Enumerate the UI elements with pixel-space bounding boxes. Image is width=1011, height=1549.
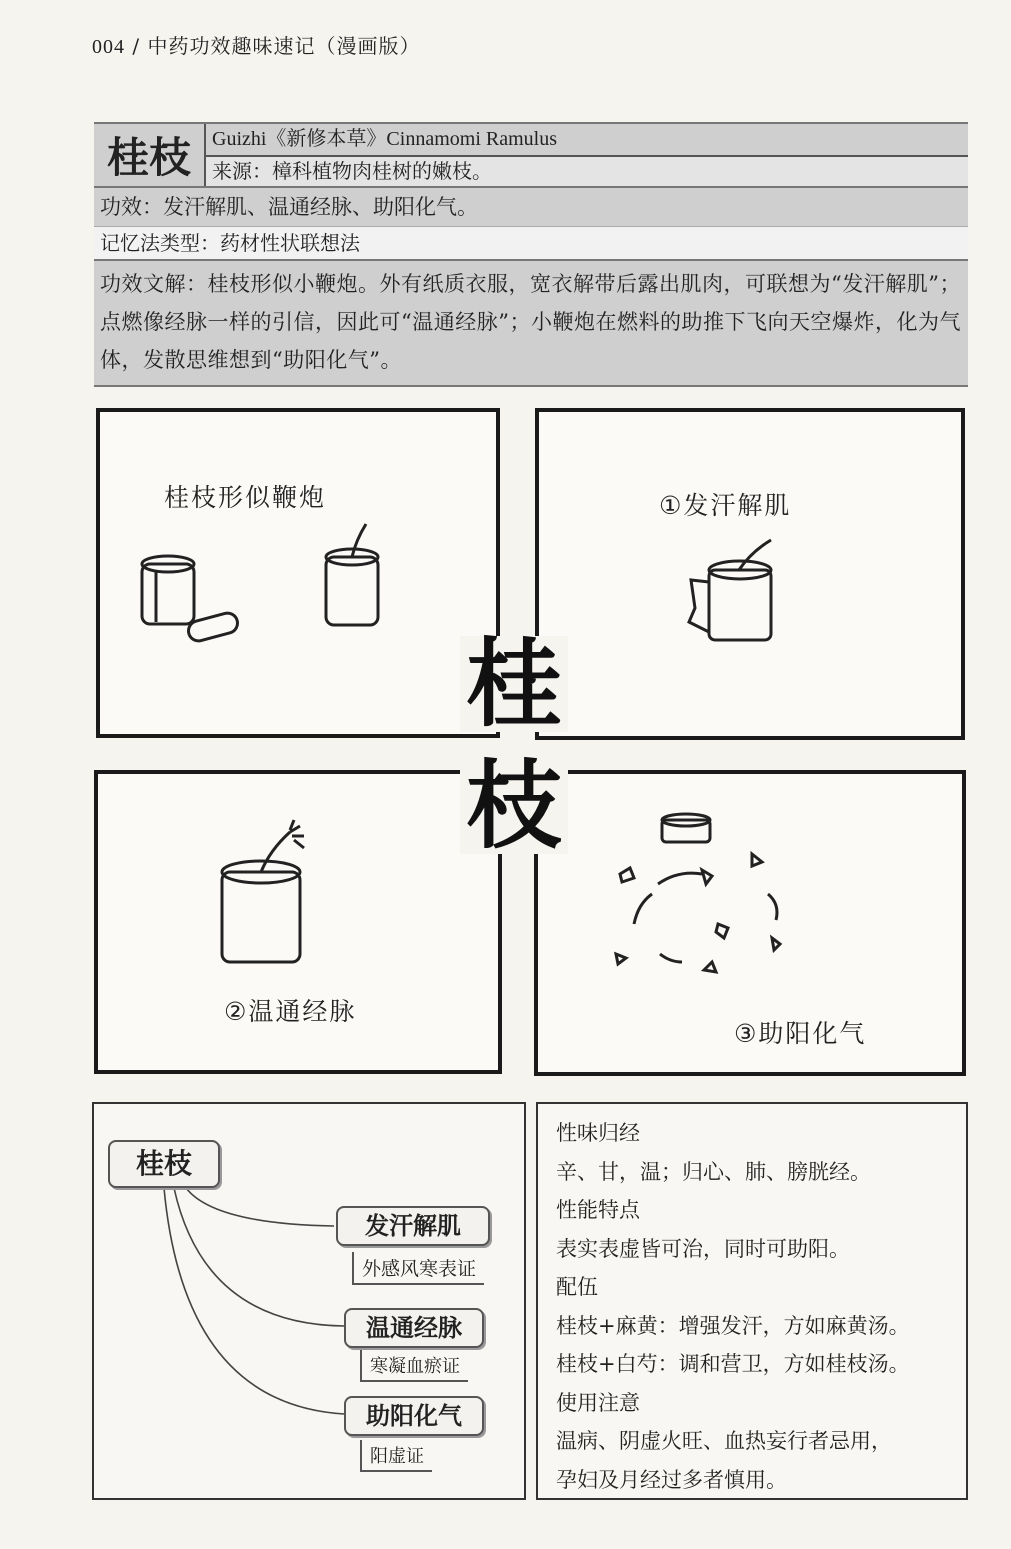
panel-4-caption: ③助阳化气: [734, 1019, 867, 1048]
mind-map-sub-2: 寒凝血瘀证: [360, 1350, 468, 1382]
mind-map-sub-3: 阳虚证: [360, 1440, 432, 1472]
feature-title: 性能特点: [556, 1198, 640, 1222]
nature-title: 性味归经: [556, 1121, 640, 1145]
mind-map-branch-3: 助阳化气: [344, 1396, 484, 1436]
mind-map-branch-2: 温通经脉: [344, 1308, 484, 1348]
comic-panel-2: [535, 408, 965, 740]
lit-fuse-drawing: [98, 774, 506, 1078]
mind-map: [92, 1102, 526, 1500]
comic-panel-1: [96, 408, 500, 738]
mind-map-branch-1: 发汗解肌: [336, 1206, 490, 1246]
effect-explanation: 功效文解：桂枝形似小鞭炮。外有纸质衣服，宽衣解带后露出肌肉，可联想为“发汗解肌”；点燃像经脉一样的引信，因此可“温通经脉”；小鞭炮在燃料的助推下飞向天空爆炸，化为气体，发散思维想到“助阳化气”。: [94, 259, 968, 387]
mind-map-sub-1: 外感风寒表证: [352, 1252, 484, 1285]
combo-1: 桂枝+麻黄：增强发汗，方如麻黄汤。: [556, 1313, 910, 1338]
caution-title: 使用注意: [556, 1390, 640, 1415]
mind-map-root: 桂枝: [108, 1140, 220, 1188]
properties-box: [536, 1102, 968, 1500]
book-title: 中药功效趣味速记（漫画版）: [147, 34, 421, 58]
comic-panel-3: [94, 770, 502, 1074]
page-number: 004: [92, 36, 125, 58]
center-char-gui: 桂: [460, 636, 568, 732]
panel-3-caption: ②温通经脉: [224, 997, 357, 1026]
running-header: [92, 30, 420, 59]
nature-text: 辛、甘，温；归心、肺、膀胱经。: [556, 1159, 871, 1184]
herb-effect: 功效：发汗解肌、温通经脉、助阳化气。: [94, 186, 968, 226]
panel-1-caption: 桂枝形似鞭炮: [164, 483, 327, 512]
explosion-drawing: [538, 774, 970, 1080]
header-separator: /: [132, 34, 141, 58]
memory-type: 记忆法类型：药材性状联想法: [94, 226, 968, 259]
unwrapped-firecracker-drawing: [539, 412, 969, 744]
caution-1: 温病、阴虚火旺、血热妄行者忌用，: [556, 1429, 892, 1453]
herb-meta: [206, 124, 968, 186]
herb-info-table: [94, 122, 968, 387]
herb-name: 桂枝: [94, 124, 206, 186]
combo-title: 配伍: [556, 1275, 598, 1299]
firecracker-drawing: [100, 412, 504, 742]
panel-2-caption: ①发汗解肌: [659, 491, 792, 520]
herb-title-row: [94, 122, 968, 186]
herb-source: 来源：樟科植物肉桂树的嫩枝。: [206, 157, 968, 186]
combo-2: 桂枝+白芍：调和营卫，方如桂枝汤。: [556, 1352, 910, 1376]
center-char-zhi: 枝: [460, 758, 568, 854]
comic-panel-4: [534, 770, 966, 1076]
latin-name: Guizhi《新修本草》Cinnamomi Ramulus: [206, 124, 968, 157]
feature-text: 表实表虚皆可治，同时可助阳。: [556, 1236, 850, 1261]
caution-2: 孕妇及月经过多者慎用。: [556, 1467, 787, 1492]
